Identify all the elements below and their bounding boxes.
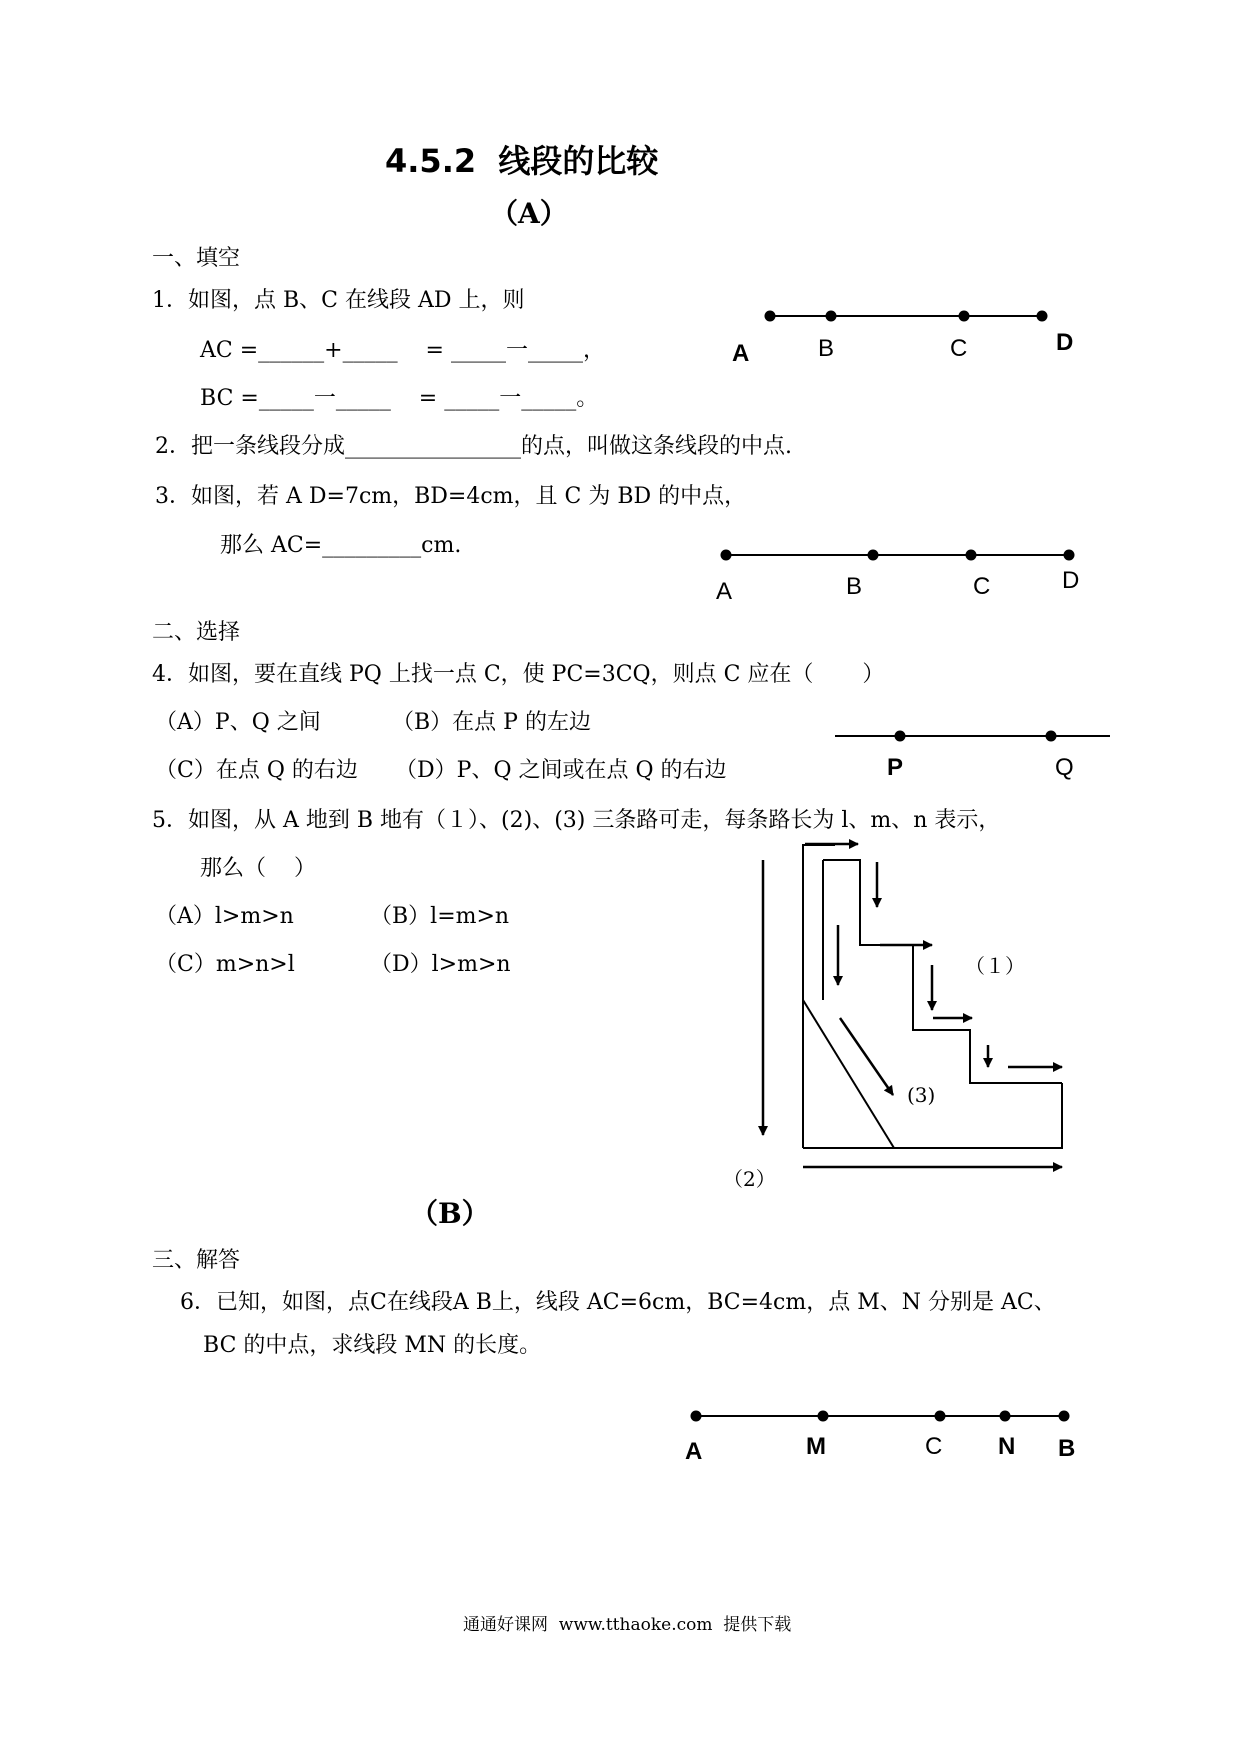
fig3-point-d [1064, 550, 1075, 561]
fig3-point-c [966, 550, 977, 561]
fig3-label-c: C [973, 573, 991, 600]
fig3-point-b [868, 550, 879, 561]
section-b-heading: （B） [410, 1197, 490, 1230]
question-5-option-a: （A）l>m>n [155, 904, 294, 929]
fig5-label-path-1: （１） [965, 954, 1025, 978]
figure-3-segment-ad [716, 550, 1079, 606]
question-4-option-a: （A）P、Q 之间 [155, 710, 321, 735]
question-5: 5．如图，从 A 地到 B 地有（１）、(2)、(3) 三条路可走，每条路长为 l、m、n 表示， [152, 808, 1001, 833]
fig6-point-c [935, 1411, 946, 1422]
fig1-label-d: D [1056, 329, 1074, 356]
section-a-heading: （A） [490, 197, 568, 230]
fig4-label-p: P [887, 754, 904, 781]
fig1-point-d [1037, 311, 1048, 322]
part1-heading: 一、填空 [152, 246, 241, 271]
fig6-point-a [691, 1411, 702, 1422]
fig6-label-m: M [806, 1433, 826, 1460]
question-2: 2．把一条线段分成________________的点，叫做这条线段的中点. [155, 434, 792, 459]
question-4: 4．如图，要在直线 PQ 上找一点 C，使 PC=3CQ，则点 C 应在（ ） [152, 662, 885, 687]
question-6-line-2: BC 的中点，求线段 MN 的长度。 [203, 1333, 542, 1358]
fig4-label-q: Q [1055, 754, 1074, 781]
question-4-option-d: （D）P、Q 之间或在点 Q 的右边 [395, 758, 727, 783]
fig4-point-p [895, 731, 906, 742]
fig5-label-path-3: (3) [907, 1083, 936, 1107]
question-6: 6．已知，如图，点C在线段A B上，线段 AC=6cm，BC=4cm，点 M、N 分别是 AC、 [180, 1290, 1056, 1315]
fig1-point-b [826, 311, 837, 322]
fig1-point-c [959, 311, 970, 322]
fig6-label-a: A [685, 1438, 703, 1465]
question-4-option-c: （C）在点 Q 的右边 [155, 758, 358, 783]
part3-heading: 三、解答 [152, 1248, 241, 1273]
footer: 通通好课网 www.tthaoke.com 提供下载 [463, 1615, 792, 1635]
fig3-label-b: B [846, 573, 863, 600]
question-1: 1．如图，点 B、C 在线段 AD 上，则 [152, 288, 525, 313]
question-5-option-d: （D）l>m>n [370, 952, 511, 977]
fig6-point-m [818, 1411, 829, 1422]
question-1-line-1: AC =______+_____ = _____一_____， [200, 338, 605, 363]
question-1-line-2: BC =_____一_____ = _____一_____。 [200, 386, 599, 411]
question-3-line-2: 那么 AC=_________cm. [220, 533, 462, 558]
fig3-label-d: D [1062, 567, 1080, 594]
part2-heading: 二、选择 [152, 620, 241, 645]
fig6-label-n: N [998, 1433, 1016, 1460]
fig6-label-c: C [925, 1433, 943, 1460]
figure-1-segment-ad [732, 311, 1073, 368]
fig1-label-a: A [732, 340, 750, 367]
fig6-point-n [1000, 1411, 1011, 1422]
page-title: 4.5.2 线段的比较 [385, 142, 659, 180]
fig1-label-c: C [950, 335, 968, 362]
question-3: 3．如图，若 A D=7cm，BD=4cm，且 C 为 BD 的中点， [155, 484, 747, 509]
fig1-point-a [765, 311, 776, 322]
fig6-point-b [1059, 1411, 1070, 1422]
fig6-label-b: B [1058, 1435, 1076, 1462]
figure-6-segment-ab [685, 1411, 1075, 1466]
question-4-option-b: （B）在点 P 的左边 [392, 710, 591, 735]
question-5-option-b: （B）l=m>n [370, 904, 510, 929]
fig1-label-b: B [818, 335, 835, 362]
fig4-point-q [1046, 731, 1057, 742]
figure-4-line-pq [835, 731, 1110, 782]
fig5-label-path-2: （2） [723, 1167, 776, 1191]
fig3-label-a: A [716, 578, 733, 605]
figure-5-paths [723, 844, 1062, 1191]
fig3-point-a [721, 550, 732, 561]
question-5-line-2: 那么（ ） [200, 856, 316, 881]
question-5-option-c: （C）m>n>l [155, 952, 295, 977]
